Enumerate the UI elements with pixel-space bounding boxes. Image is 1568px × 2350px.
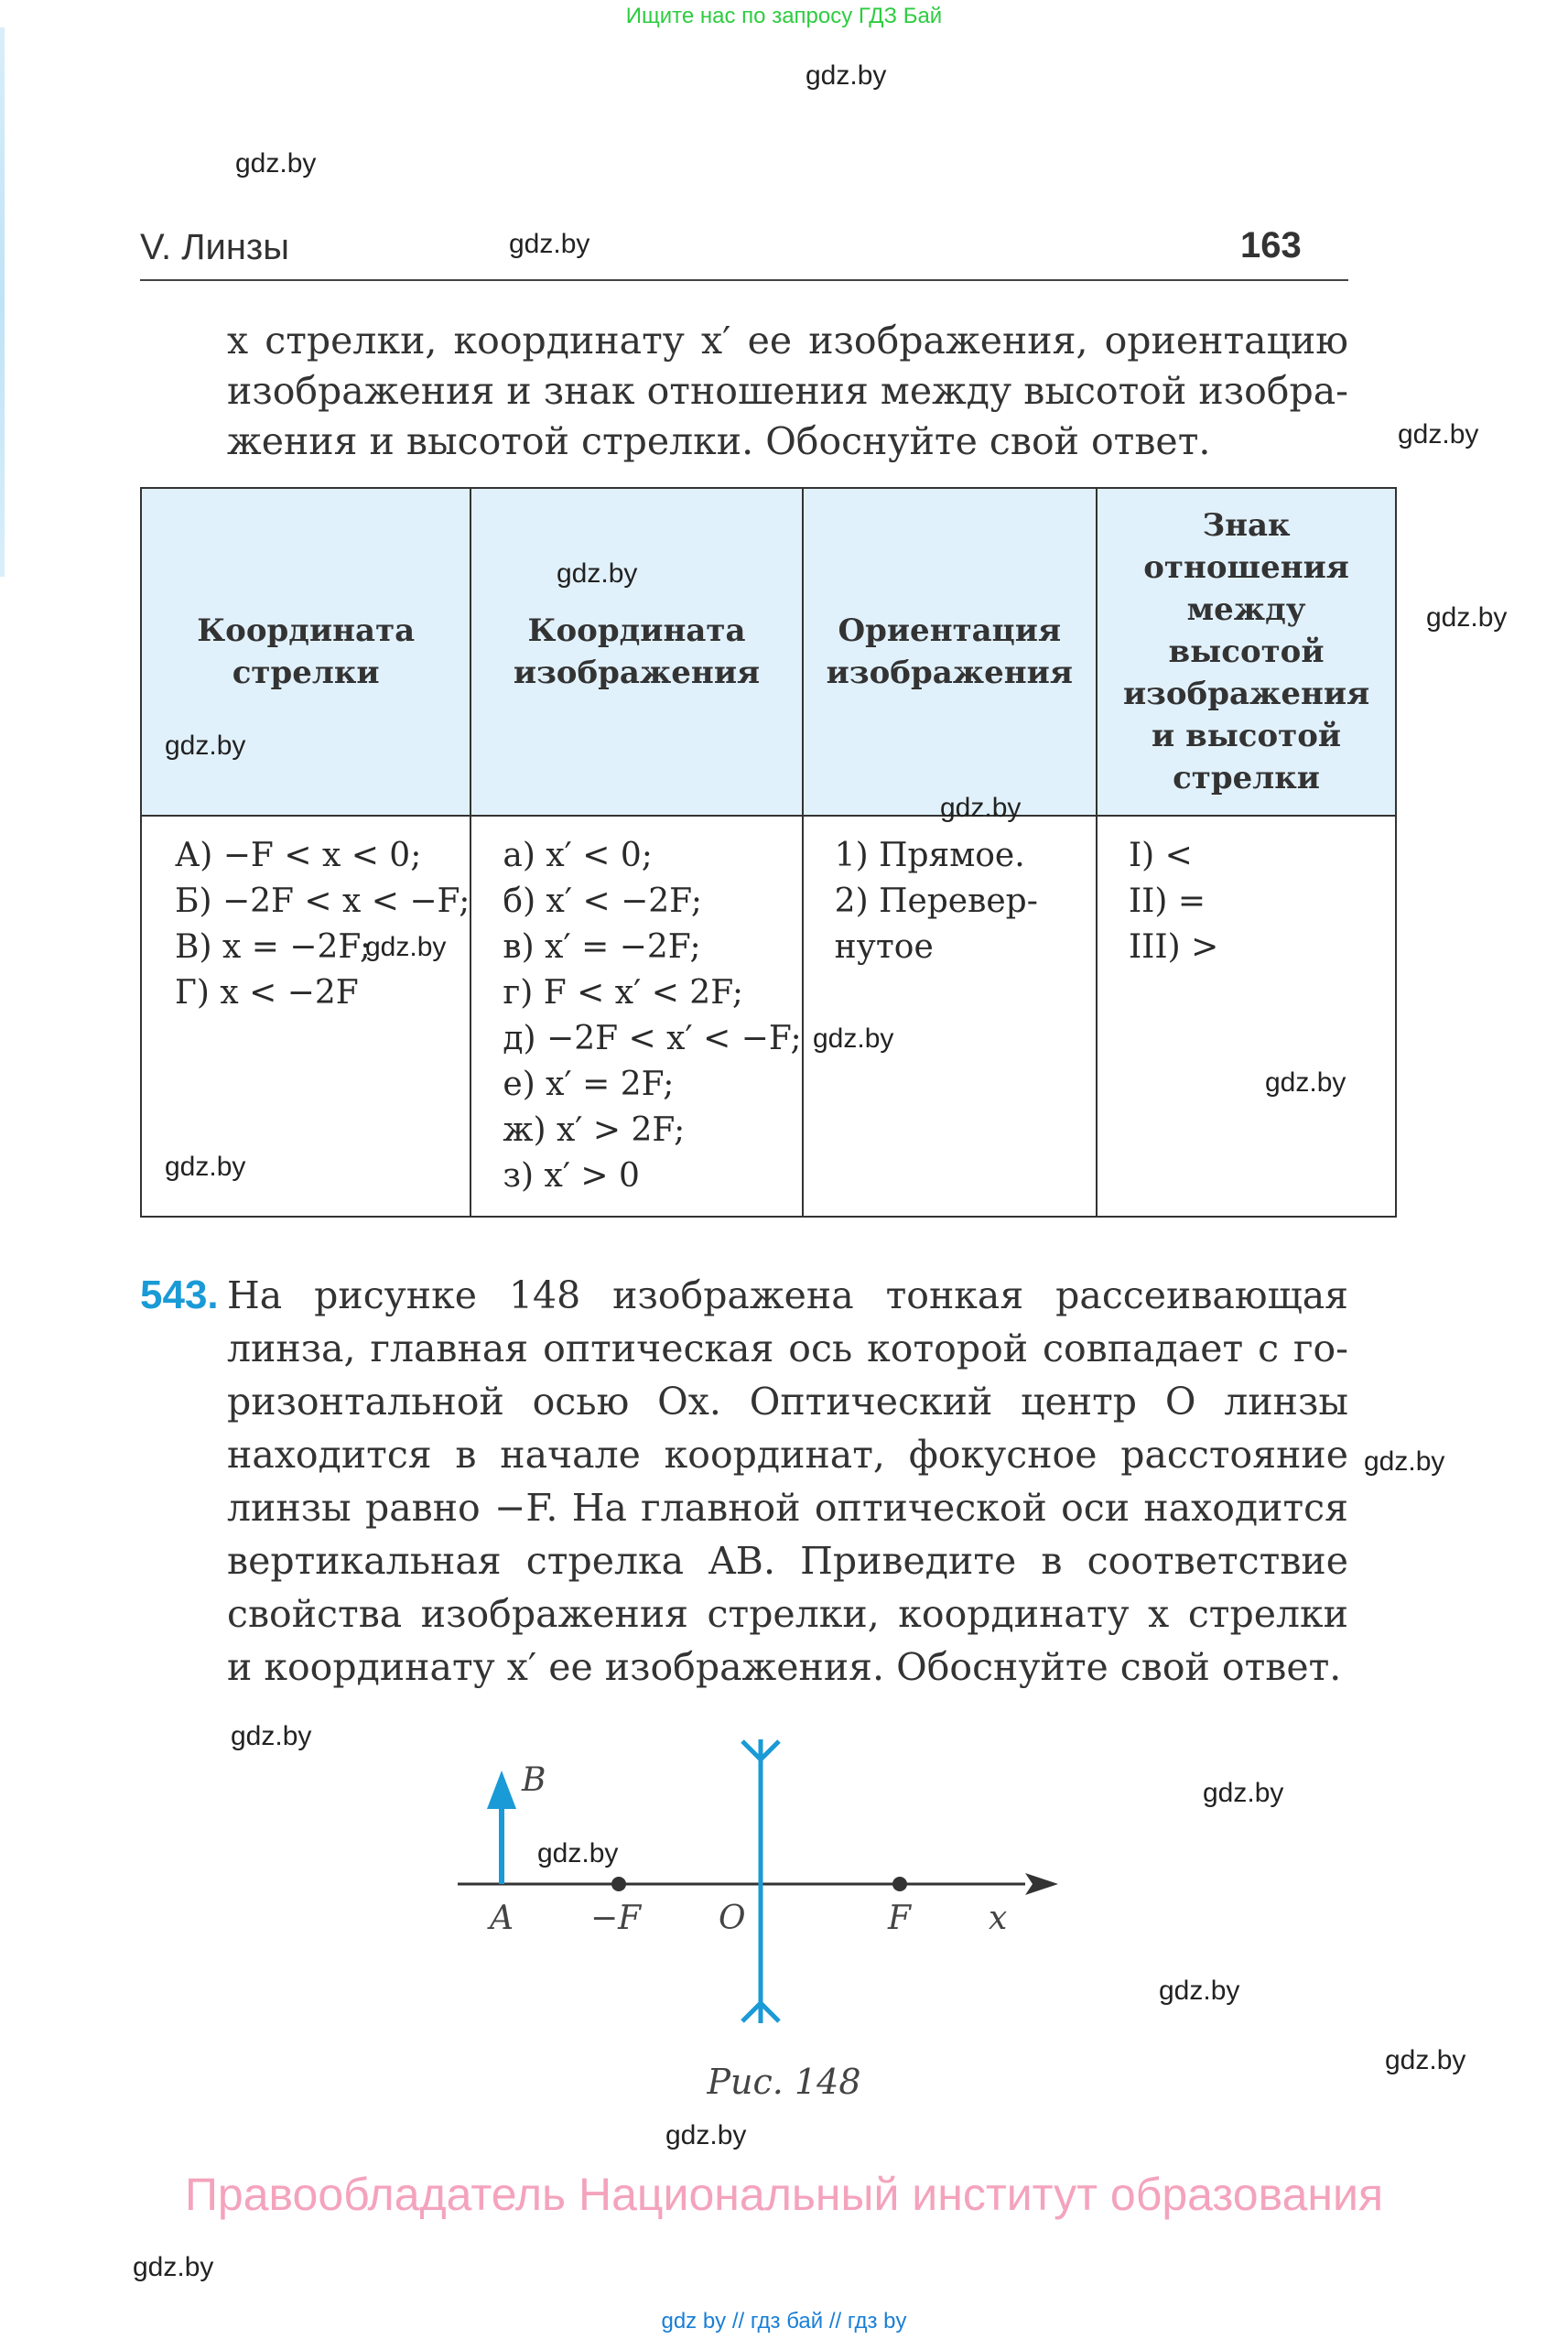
col-orientation [803,816,1097,1217]
task-number: 543. [140,1272,219,1317]
col-image-coordinate [470,816,802,1217]
label-o: O [719,1900,746,1937]
watermark: gdz.by [1265,1067,1346,1098]
task-text [227,1269,1348,1694]
page-edge-accent [0,27,5,577]
watermark: gdz.by [231,1721,312,1751]
task-line: и координату x′ ее изображения. Обоснуйте свой ответ. [227,1645,1342,1689]
watermark: gdz.by [1385,2045,1466,2075]
list-item: В) x = −2F; [175,928,372,966]
intro-paragraph [227,316,1348,467]
task-line: линзы равно −F. На главной оптической оси находится [227,1486,1348,1530]
watermark: gdz.by [1398,419,1479,449]
task-line: линза, главная оптическая ось которой совпадает с го- [227,1327,1348,1370]
list-item: а) x′ < 0; [503,837,653,874]
watermark: gdz.by [1426,602,1508,633]
list-item: Г) x < −2F [175,974,359,1012]
section-title: V. Линзы [140,227,290,267]
watermark: gdz.by [665,2120,747,2150]
page-number: 163 [1240,225,1302,265]
list-item: з) x′ > 0 [503,1157,640,1195]
list-item: I) < [1128,837,1193,874]
watermark: gdz.by [813,1023,894,1054]
header-orientation: Ориентация изображения [803,488,1097,816]
list-item: III) > [1128,928,1219,966]
col-sign [1097,816,1396,1217]
intro-line: жения и высотой стрелки. Обоснуйте свой ответ. [227,419,1211,463]
list-item: д) −2F < x′ < −F; [503,1020,802,1057]
list-item: нутое [834,928,934,966]
list-item: е) x′ = 2F; [503,1066,675,1103]
label-a: A [490,1900,514,1937]
task-line: ризонтальной осью Ox. Оптический центр O линзы [227,1380,1348,1424]
list-item: 1) Прямое. [834,837,1025,874]
lens-diagram [439,1730,1062,2041]
watermark: gdz.by [165,731,246,761]
list-item: А) −F < x < 0; [175,837,422,874]
list-item: в) x′ = −2F; [503,928,701,966]
task-line: На рисунке 148 изображена тонкая рассеивающая [227,1273,1348,1317]
table-header-row [141,488,1396,816]
list-item: II) = [1128,883,1206,920]
watermark: gdz.by [1364,1446,1445,1477]
focus-point-left [611,1877,626,1891]
copyright-notice: Правообладатель Национальный институт образования [184,2169,1384,2220]
list-item: 2) Перевер- [834,883,1038,920]
intro-line: изображения и знак отношения между высотой изобра- [227,369,1348,413]
watermark: gdz.by [806,60,887,91]
label-b: B [522,1761,546,1799]
header-arrow-coordinate: Координата стрелки [141,488,470,816]
figure-caption: Рис. 148 [707,2062,861,2102]
header-sign: Знак отношения между высотой изображения и высотой стрелки [1097,488,1396,816]
task-line: находится в начале координат, фокусное расстояние [227,1433,1348,1477]
list-item: ж) x′ > 2F; [503,1111,686,1149]
label-f: F [888,1900,911,1937]
matching-table [140,487,1397,1218]
watermark: gdz.by [235,148,317,179]
task-line: свойства изображения стрелки, координату x стрелки [227,1592,1348,1636]
search-banner[interactable]: Ищите нас по запросу ГДЗ Бай [625,4,943,28]
watermark: gdz.by [1159,1976,1240,2006]
list-item: г) F < x′ < 2F; [503,974,744,1012]
axis-arrowhead-icon [1025,1873,1058,1895]
watermark: gdz.by [1203,1778,1284,1808]
label-x: x [989,1900,1008,1937]
watermark: gdz.by [509,229,590,259]
header-divider [140,279,1348,281]
watermark: gdz.by [365,932,447,962]
intro-line: x стрелки, координату x′ ее изображения, ориентацию [227,319,1348,363]
watermark: gdz.by [537,1838,619,1868]
label-minus-f: −F [590,1900,642,1937]
list-item: Б) −2F < x < −F; [175,883,470,920]
watermark: gdz.by [557,558,638,589]
footer-links[interactable]: gdz by // гдз бай // гдз by [661,2309,907,2334]
list-item: б) x′ < −2F; [503,883,702,920]
diverging-lens [742,1739,779,2023]
object-arrowhead-icon [487,1771,516,1809]
task-line: вертикальная стрелка AB. Приведите в соответствие [227,1539,1348,1583]
watermark: gdz.by [940,793,1022,823]
focus-point-right [892,1877,907,1891]
table-row [141,816,1396,1217]
watermark: gdz.by [133,2252,214,2282]
header-image-coordinate: Координата изображения [470,488,802,816]
watermark: gdz.by [165,1152,246,1182]
